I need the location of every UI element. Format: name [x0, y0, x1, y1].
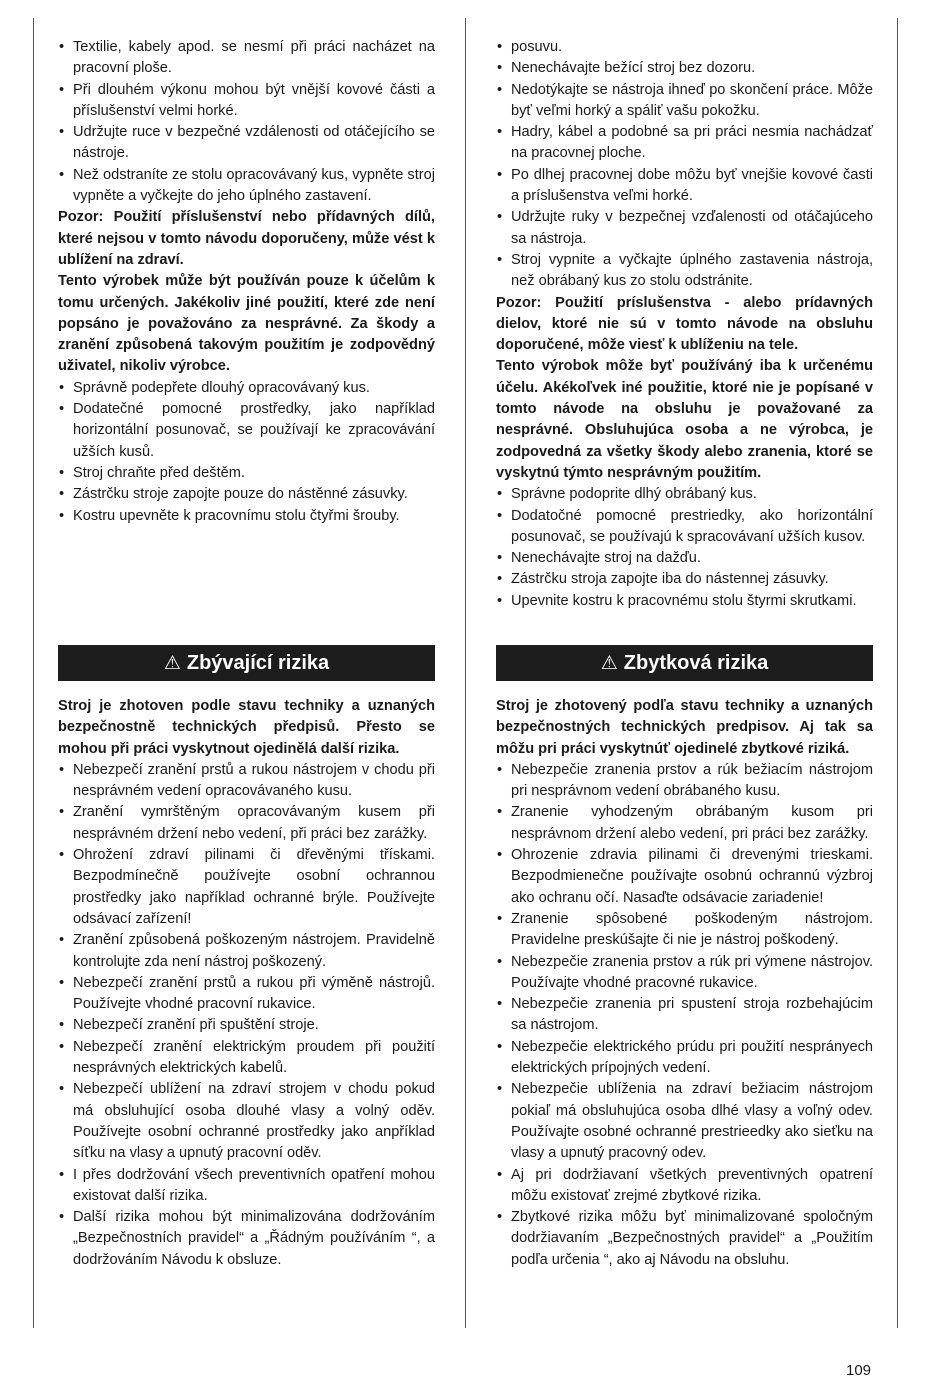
list-item: • Nenechávajte stroj na dažďu. — [496, 548, 873, 569]
list-item: • Udržujte ruky v bezpečnej vzďalenosti od otáčajúceho sa nástroja. — [496, 207, 873, 250]
list-item: • Stroj chraňte před deštěm. — [58, 463, 435, 484]
cz-residual-risks-header — [58, 645, 435, 681]
list-item: • Zranění způsobená poškozeným nástrojem. Pravidelně kontrolujte zda není nástroj poškozený. — [58, 930, 435, 973]
list-item: • Nebezpečie ublíženia na zdraví bežiacim nástrojom pokiaľ má obsluhujúca osoba dlhé vlasy a voľný odev. Používajte osobné ochranné prestrieedky ako sieťku na vlasy a upnutý pracovný odev. — [496, 1079, 873, 1164]
page-number: 109 — [846, 1362, 872, 1379]
list-item: • posuvu. — [496, 37, 873, 58]
sk-risks-column — [496, 696, 873, 1271]
list-item: • Správně podepřete dlouhý opracovávaný kus. — [58, 378, 435, 399]
cz-risks-column — [58, 696, 435, 1271]
list-item: • Nebezpečí zranění prstů a rukou nástrojem v chodu při nesprávném vedení opracovávaného kusu. — [58, 760, 435, 803]
list-item: • Další rizika mohou být minimalizována dodržováním „Bezpečnostních pravidel“ a „Řádným používáním “, a dodržováním Návodu k obsluze. — [58, 1207, 435, 1271]
cz-caution-paragraph: Pozor: Použití příslušenství nebo přídavných dílů, které nejsou v tomto návodu doporučeny, může vést k ublížení na zdraví. — [58, 209, 435, 268]
sk-section-title: Zbytková rizika — [623, 651, 769, 674]
list-item: • Zástrčku stroje zapojte pouze do nástěnné zásuvky. — [58, 484, 435, 505]
cz-section-title: Zbývající rizika — [186, 651, 330, 674]
sk-residual-risks-header — [496, 645, 873, 681]
sk-risks-intro: Stroj je zhotovený podľa stavu techniky a uznaných bezpečnostných technických predpisov. Aj tak sa môžu pri práci vyskytnúť ojedinelé zbytkové riziká. — [496, 698, 873, 757]
list-item: • Správne podoprite dlhý obrábaný kus. — [496, 484, 873, 505]
sk-caution-paragraph: Pozor: Použití príslušenstva - alebo prídavných dielov, ktoré nie sú v tomto návode na obsluhu doporučené, môže viesť k ublíženiu na tele. — [496, 294, 873, 354]
list-item: • Dodatočné pomocné prestriedky, ako horizontální posunovač, se používajú k spracovávaní užších kusov. — [496, 506, 873, 549]
list-item: • Nebezpečí zranění elektrickým proudem při použití nesprávných elektrických kabelů. — [58, 1037, 435, 1080]
list-item: • Zranenie spôsobené poškodeným nástrojom. Pravidelne preskúšajte či nie je nástroj poškodený. — [496, 909, 873, 952]
list-item: • Ohrozenie zdravia pilinami či drevenými trieskami. Bezpodmienečne používajte osobnú ochrannú výzbroj ako ochranu očí. Nasaďte odsávacie zariadenie! — [496, 845, 873, 909]
list-item: • Upevnite kostru k pracovnému stolu štyrmi skrutkami. — [496, 591, 873, 612]
list-item: • Zbytkové rizika môžu byť minimalizované spoločným dodržiavaním „Bezpečnostných pravidel“ a „Použitím podľa určenia “, ako aj Návodu na obsluhu. — [496, 1207, 873, 1271]
warning-triangle-icon: ⚠ — [163, 652, 181, 674]
list-item: • Než odstraníte ze stolu opracovávaný kus, vypněte stroj vypněte a vyčkejte do jeho úplného zastavení. — [58, 165, 435, 208]
list-item: • Zástrčku stroja zapojte iba do nástennej zásuvky. — [496, 569, 873, 590]
list-item: • Zranění vymrštěným opracovávaným kusem při nesprávném držení nebo vedení, při práci bez zarážky. — [58, 802, 435, 845]
list-item: • Stroj vypnite a vyčkajte úplného zastavenia nástroja, než obrábaný kus zo stolu odstránite. — [496, 250, 873, 293]
cz-intended-use-paragraph: Tento výrobek může být používán pouze k účelům k tomu určených. Jakékoliv jiné použití, které zde není popsáno je považováno za nesprávné. Za škody a zranění způsobená takovým použitím je zodpovědný uživatel, nikoliv výrobce. — [58, 273, 435, 375]
right-margin-rule — [897, 18, 898, 1328]
list-item: • Textilie, kabely apod. se nesmí při práci nacházet na pracovní ploše. — [58, 37, 435, 80]
cz-risks-intro: Stroj je zhotoven podle stavu techniky a uznaných bezpečnostně technických předpisů. Přesto se mohou při práci vyskytnout ojedinělá další rizika. — [58, 698, 435, 757]
list-item: • Nebezpečie elektrického prúdu pri použití nesprányech elektrických prípojných vedení. — [496, 1037, 873, 1080]
left-margin-rule — [33, 18, 34, 1328]
list-item: • Po dlhej pracovnej dobe môžu byť vnejšie kovové časti a príslušenstva veľmi horké. — [496, 165, 873, 208]
cz-safety-list-b — [58, 378, 435, 527]
list-item: • Nedotýkajte se nástroja ihneď po skončení práce. Môže byť veľmi horký a spáliť vašu pokožku. — [496, 80, 873, 123]
sk-safety-column — [496, 37, 873, 612]
list-item: • Udržujte ruce v bezpečné vzdálenosti od otáčejícího se nástroje. — [58, 122, 435, 165]
list-item: • Ohrožení zdraví pilinami či dřevěnými třískami. Bezpodmínečně používejte osobní ochrannou prostředky jako například ochranné brýle. Používejte odsávací zařízení! — [58, 845, 435, 930]
list-item: • Nebezpečí zranění prstů a rukou při výměně nástrojů. Používejte vhodné pracovní rukavice. — [58, 973, 435, 1016]
list-item: • Nebezpečie zranenia prstov a rúk pri výmene nástrojov. Používajte vhodné pracovné rukavice. — [496, 952, 873, 995]
cz-safety-column — [58, 37, 435, 527]
list-item: • Nebezpečí zranění při spuštění stroje. — [58, 1015, 435, 1036]
cz-safety-list-a — [58, 37, 435, 207]
list-item: • Nebezpečie zranenia prstov a rúk bežiacím nástrojom pri nesprávnom vedení obrábaného kusu. — [496, 760, 873, 803]
sk-intended-use-paragraph: Tento výrobok môže byť používáný iba k určenému účelu. Akékoľvek iné použitie, ktoré nie je popísané v tomto návode na obsluhu je považované za nesprávné. Obsluhujúca osoba a ne výrobca, je zodpovedná za všetky škody alebo zranenia, ktoré se vyskytnú týmto nesprávným použitím. — [496, 358, 873, 481]
list-item: • Při dlouhém výkonu mohou být vnější kovové části a příslušenství velmi horké. — [58, 80, 435, 123]
list-item: • I přes dodržování všech preventivních opatření mohou existovat další rizika. — [58, 1165, 435, 1208]
warning-triangle-icon: ⚠ — [600, 652, 618, 674]
list-item: • Nebezpečie zranenia pri spustení stroja rozbehajúcim sa nástrojom. — [496, 994, 873, 1037]
center-column-rule — [465, 18, 466, 1328]
list-item: • Nebezpečí ublížení na zdraví strojem v chodu pokud má obsluhující osoba dlouhé vlasy a volný oděv. Používejte osobní ochranné prostředky jako anpříklad síťku na vlasy a upnutý pracovní oděv. — [58, 1079, 435, 1164]
list-item: • Zranenie vyhodzeným obrábaným kusom pri nesprávnom držení alebo vedení, pri práci bez zarážky. — [496, 802, 873, 845]
sk-safety-list-a — [496, 37, 873, 293]
list-item: • Aj pri dodržiavaní všetkých preventivných opatrení môžu existovať zrejmé zbytkové rizika. — [496, 1165, 873, 1208]
list-item: • Hadry, kábel a podobné sa pri práci nesmia nachádzať na pracovnej ploche. — [496, 122, 873, 165]
sk-risks-list — [496, 760, 873, 1271]
sk-safety-list-b — [496, 484, 873, 612]
list-item: • Kostru upevněte k pracovnímu stolu čtyřmi šrouby. — [58, 506, 435, 527]
list-item: • Dodatečné pomocné prostředky, jako například horizontální posunovač, se používají ke zpracovávání užších kusů. — [58, 399, 435, 463]
cz-risks-list — [58, 760, 435, 1271]
list-item: • Nenechávajte bežící stroj bez dozoru. — [496, 58, 873, 79]
